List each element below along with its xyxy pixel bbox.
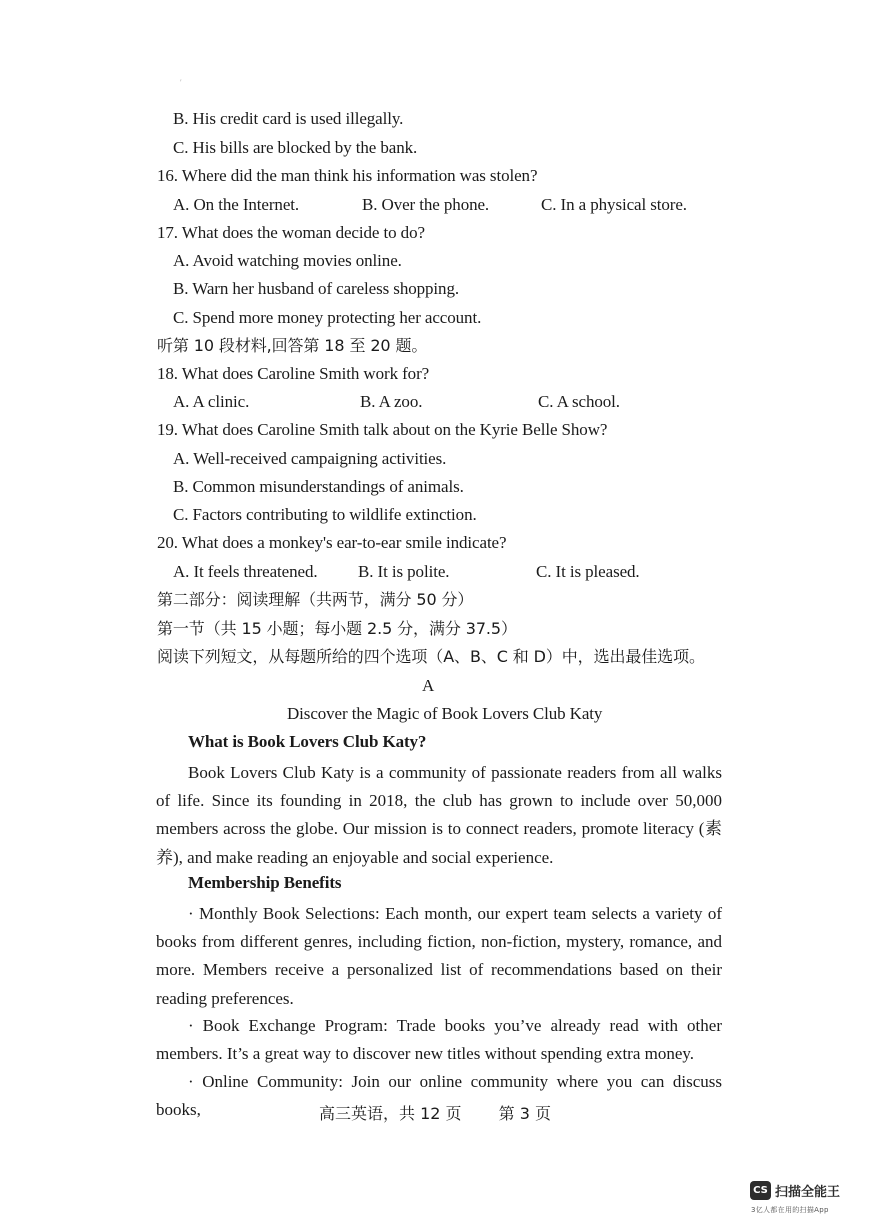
segment-10-instruction: 听第 10 段材料,回答第 18 至 20 题。 [157,336,428,355]
benefit-book-exchange-text: · Book Exchange Program: Trade books you’ve already read with other members. It’s a great way to discover new titles without spending extra money. [156,1016,722,1064]
q18-option-b: B. A zoo. [360,392,423,411]
benefit-online-community-text: · Online Community: Join our online community where you can discuss books, [156,1072,722,1120]
paragraph-intro-text: Book Lovers Club Katy is a community of passionate readers from all walks of life. Since its founding in 2018, the club has grown to include over 50,000 members across the globe. Our mission is to connect readers, promote literacy (素养), and make reading an enjoyable and social experience. [156,763,722,867]
q20-option-b: B. It is polite. [358,562,450,581]
section-heading-benefits: Membership Benefits [188,873,342,892]
q16-option-a: A. On the Internet. [173,195,300,214]
q20-option-c: C. It is pleased. [536,562,640,581]
q17-option-c: C. Spend more money protecting her account. [173,308,482,327]
question-18: 18. What does Caroline Smith work for? [157,364,430,383]
q18-option-a: A. A clinic. [173,392,250,411]
benefit-monthly-selections [156,900,722,1013]
watermark-name: 扫描全能王 [775,1185,841,1200]
question-17: 17. What does the woman decide to do? [157,223,425,242]
scanner-watermark [750,1181,840,1200]
reading-instruction: 阅读下列短文，从每题所给的四个选项（A、B、C 和 D）中，选出最佳选项。 [157,647,705,666]
q19-option-a: A. Well-received campaigning activities. [173,449,447,468]
q16-option-c: C. In a physical store. [541,195,687,214]
stray-mark: ′ [180,78,182,87]
paragraph-intro [156,759,722,872]
section-1-heading: 第一节（共 15 小题；每小题 2.5 分，满分 37.5） [157,619,517,638]
passage-letter: A [422,676,435,695]
q17-option-a: A. Avoid watching movies online. [173,251,402,270]
benefit-monthly-selections-text: · Monthly Book Selections: Each month, our expert team selects a variety of books from different genres, including fiction, non-fiction, mystery, romance, and more. Members receive a personalized list of recommendations based on their reading preferences. [156,904,722,1008]
q17-option-b: B. Warn her husband of careless shopping. [173,279,459,298]
passage-title: Discover the Magic of Book Lovers Club Katy [287,704,603,723]
part-2-heading: 第二部分：阅读理解（共两节，满分 50 分） [157,590,474,609]
q18-option-c: C. A school. [538,392,620,411]
q15-option-b: B. His credit card is used illegally. [173,109,404,128]
section-heading-what-is: What is Book Lovers Club Katy? [188,732,427,751]
q16-option-b: B. Over the phone. [362,195,490,214]
question-19: 19. What does Caroline Smith talk about on the Kyrie Belle Show? [157,420,608,439]
footer-page-number: 第 3 页 [498,1104,551,1123]
question-16: 16. Where did the man think his information was stolen? [157,166,538,185]
camscanner-logo-icon: CS [750,1181,771,1200]
page-footer [0,1101,870,1124]
q19-option-b: B. Common misunderstandings of animals. [173,477,464,496]
question-20: 20. What does a monkey's ear-to-ear smile indicate? [157,533,507,552]
q15-option-c: C. His bills are blocked by the bank. [173,138,418,157]
q19-option-c: C. Factors contributing to wildlife extinction. [173,505,477,524]
footer-subject: 高三英语，共 12 页 [319,1104,462,1123]
watermark-tagline: 3亿人都在用的扫描App [751,1206,829,1214]
q20-option-a: A. It feels threatened. [173,562,318,581]
benefit-book-exchange [156,1012,722,1068]
